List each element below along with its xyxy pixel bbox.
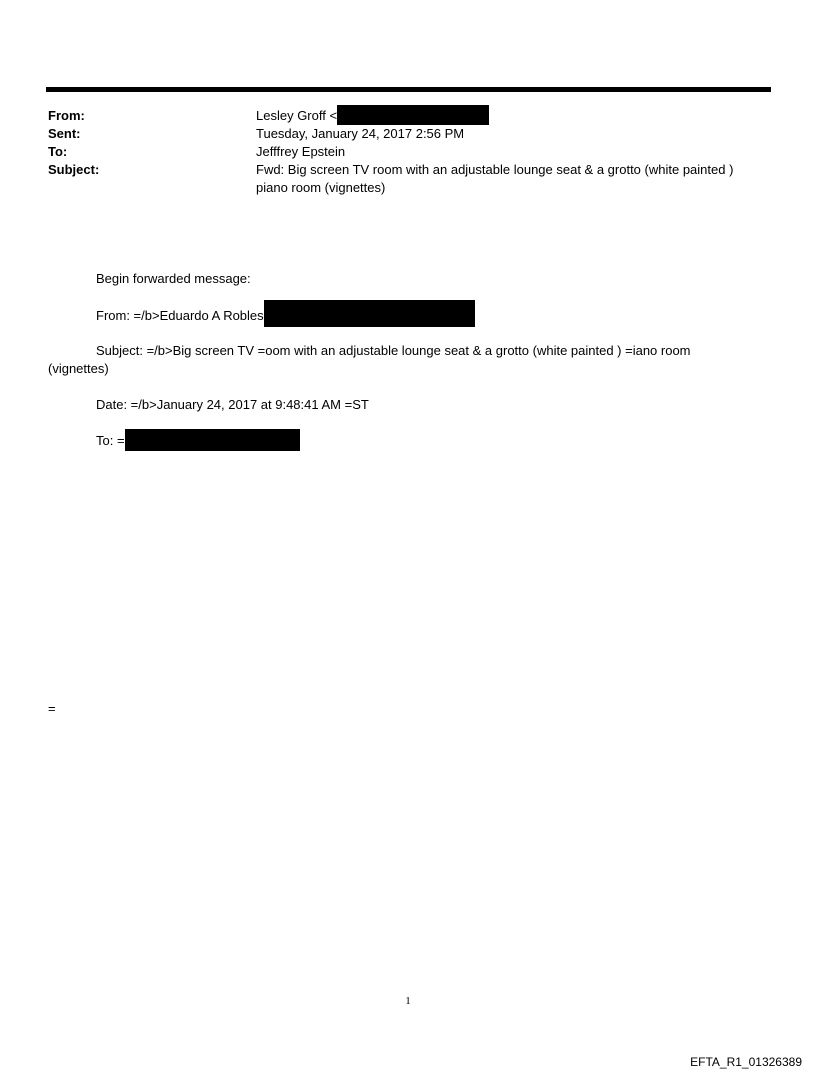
trailing-equals: =	[48, 701, 56, 716]
redaction-box	[337, 105, 489, 125]
subject-label: Subject:	[48, 162, 100, 177]
to-label: To:	[48, 144, 68, 159]
from-value	[256, 107, 766, 125]
subject-value: Fwd: Big screen TV room with an adjustable lounge seat & a grotto (white painted ) piano room (vignettes)	[256, 162, 734, 195]
page-number: 1	[405, 995, 411, 1007]
forward-to-line	[96, 432, 300, 451]
bates-number: EFTA_R1_01326389	[690, 1055, 802, 1069]
header-divider	[46, 87, 771, 92]
from-label: From:	[48, 108, 85, 123]
forward-subject-line: Subject: =/b>Big screen TV =oom with an adjustable lounge seat & a grotto (white painted ) =iano room	[96, 343, 691, 358]
redaction-box	[125, 429, 300, 451]
forward-date-line: Date: =/b>January 24, 2017 at 9:48:41 AM =ST	[96, 397, 369, 412]
sent-value: Tuesday, January 24, 2017 2:56 PM	[256, 126, 465, 141]
forward-to-text: To: =	[96, 433, 125, 448]
forward-from-line	[96, 306, 475, 327]
sent-label: Sent:	[48, 126, 81, 141]
forward-intro: Begin forwarded message:	[96, 271, 251, 286]
forward-from-text: From: =/b>Eduardo A Robles	[96, 307, 264, 323]
from-sender: Lesley Groff <	[256, 108, 338, 123]
to-value: Jefffrey Epstein	[256, 144, 346, 159]
forward-subject-continuation: (vignettes)	[48, 361, 109, 376]
redaction-box	[264, 300, 475, 327]
